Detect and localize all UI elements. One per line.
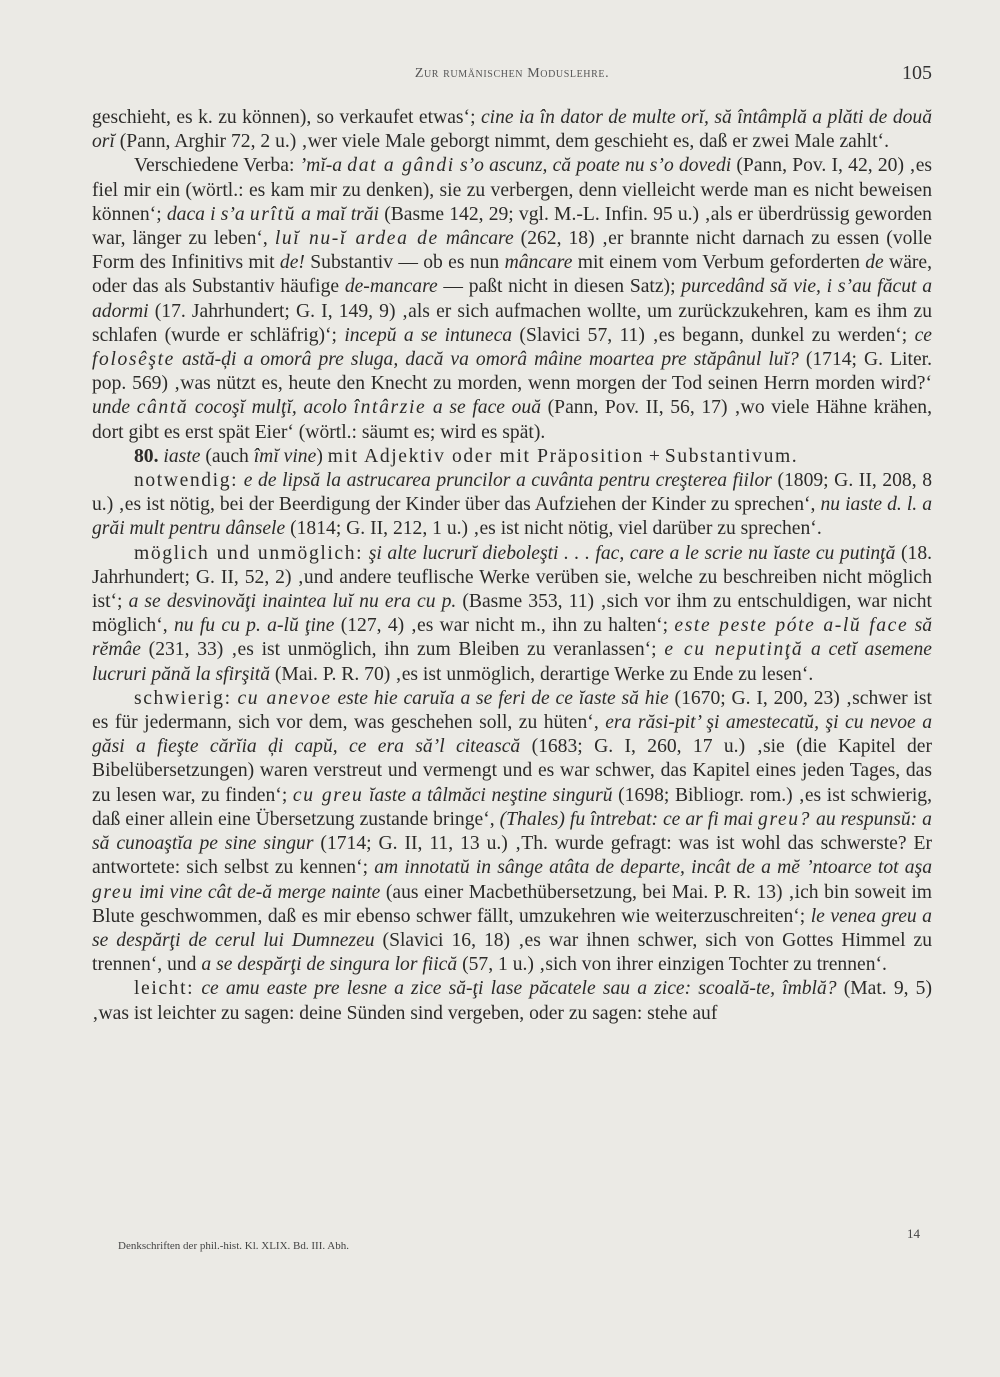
romanian-quote: cântă: [136, 397, 189, 419]
text-run: (Mat. 9, 5) ‚was ist leichter zu sagen: deine Sünden sind vergeben, oder zu sagen: stehe auf: [92, 978, 932, 1024]
signature-mark: 14: [907, 1226, 920, 1241]
text-run: (1714; G. Liter. pop. 569) ‚was nützt es, heute den Knecht zu morden, wenn morgen der Tod seinen Herrn morden wird?‘: [92, 349, 932, 395]
text-run: (1670; G. I, 200, 23) ‚schwer ist es für jedermann, sich vor dem, was geschehen soll, zu hüten‘,: [92, 687, 932, 734]
romanian-quote: a cetĭ asemene lucruri pănă la sfirşită: [92, 639, 932, 685]
page-number: 105: [902, 62, 932, 84]
text-run: (1683; G. I, 260, 17 u.) ‚sie (die Kapitel der Bibelübersetzungen) waren verstreut und vermengt und es war schwer, das Kapitel eines jeden Tages, das zu lesen war, zu finden‘;: [92, 736, 932, 806]
romanian-quote: greu: [92, 881, 134, 903]
romanian-quote: mâncare: [504, 252, 573, 274]
paragraph: [92, 687, 932, 977]
text-run: (Pann, Pov. I, 42, 20) ‚es fiel mir ein (wörtl.: es kam mir zu denken), sie zu verbergen, denn vielleicht werde man es nicht beweisen können‘;: [92, 155, 933, 225]
romanian-quote: de!: [279, 252, 305, 274]
romanian-quote: luĭ nu-ĭ ardea de: [274, 228, 439, 250]
running-head: [92, 62, 932, 90]
romanian-quote: cocoşĭ mulţĭ, acolo: [188, 397, 354, 419]
text-run: notwendig:: [134, 470, 239, 492]
romanian-quote: s’o ascunz, că poate nu s’o dovedi: [454, 155, 732, 177]
romanian-quote: nu iaste d. l. a grăi mult pentru dânsele: [92, 494, 933, 540]
section-number: 80.: [134, 445, 159, 467]
romanian-quote: iaste: [163, 445, 201, 467]
romanian-quote: de: [865, 252, 884, 274]
text-run: (17. Jahrhundert; G. I, 149, 9) ‚als er sich aufmachen wollte, um zurückzukehren, kam es ihm zu schlafen (wurde er schläfrig)‘;: [92, 300, 932, 346]
romanian-quote: a se desvinovăţi inaintea luĭ nu era cu p.: [128, 591, 457, 613]
paragraph: [92, 469, 932, 542]
romanian-quote: ce amu easte pre lesne a zice să-ţi lase păcatele sau a zice: scoală-te, îmblă?: [201, 978, 837, 1000]
romanian-quote: îmĭ vine: [253, 445, 317, 467]
text-run: (auch: [200, 445, 254, 467]
romanian-quote: daca i s’a: [166, 203, 250, 225]
text-run: (Mai. P. R. 70) ‚es ist unmöglich, derartige Werke zu Ende zu lesen‘.: [270, 663, 814, 685]
text-run: wäre, oder das als Substantiv häufige: [92, 252, 933, 298]
text-run: leicht:: [134, 978, 195, 1000]
text-run: Verschiedene Verba:: [134, 155, 300, 177]
paragraph: [92, 542, 932, 687]
text-run: (Slavici 16, 18) ‚es war ihnen schwer, sich von Gottes Himmel zu trennen‘, und: [92, 929, 933, 976]
text-run: (57, 1 u.) ‚sich von ihrer einzigen Tochter zu trennen‘.: [457, 954, 887, 976]
romanian-quote: este peste póte a-lŭ face: [674, 615, 909, 637]
text-run: (Basme 353, 11) ‚sich vor ihm zu entschuldigen, war nicht möglich‘,: [92, 591, 932, 637]
text-run: Substantiv — ob es nun: [304, 252, 505, 274]
text-run: (1714; G. II, 11, 13 u.) ‚Th. wurde gefragt: was ist wohl das schwerste? Er antwortete: sich selbst zu kennen‘;: [92, 833, 932, 879]
running-title: Zur rumänischen Moduslehre.: [414, 66, 610, 81]
romanian-quote: era răsi-pit’ şi amestecatŭ, şi cu nevoe a găsi a fieşte cărĭia ḑi capŭ, ce era să’l citească: [92, 712, 932, 758]
text-run: (1814; G. II, 212, 1 u.) ‚es ist nicht nötig, viel darüber zu sprechen‘.: [285, 518, 822, 540]
text-run: (aus einer Macbethübersetzung, bei Mai. P. R. 13) ‚ich bin soweit im Blute geschwommen, daß es mir ebenso schwer fällt, umzukehren wie weiterzuschreiten‘;: [92, 881, 933, 927]
text-run: (127, 4) ‚es war nicht m., ihn zu halten‘;: [334, 615, 675, 637]
footer-imprint: Denkschriften der phil.-hist. Kl. XLIX. Bd. III. Abh.: [118, 1240, 349, 1252]
romanian-quote: cine ia în dator de multe orĭ, să întâmplă a plăti de două orĭ: [92, 107, 933, 153]
text-run: ): [316, 445, 328, 467]
romanian-quote: e cu neputinţă: [664, 639, 804, 661]
romanian-quote: întârzie: [353, 397, 427, 419]
romanian-quote: incepŭ a se intuneca: [344, 324, 513, 346]
romanian-quote: a maĭ trăi: [295, 203, 380, 225]
romanian-quote: dat a gândi: [347, 155, 455, 177]
text-run: mit einem vom Verbum geforderten: [572, 252, 866, 274]
paragraph: [92, 154, 932, 444]
romanian-quote: cu anevoe: [237, 687, 332, 709]
romanian-quote: să rĕmâe: [92, 615, 932, 661]
text-run: möglich und unmöglich:: [134, 542, 364, 564]
romanian-quote: imi vine cât de-ă merge nainte: [133, 881, 381, 903]
body-text: [92, 106, 932, 1026]
romanian-quote: folosêşte: [92, 349, 175, 371]
text-run: (231, 33) ‚es ist unmöglich, ihn zum Bleiben zu veranlassen‘;: [140, 639, 665, 661]
text-run: (18. Jahrhundert; G. II, 52, 2) ‚und andere teuflische Werke verüben sie, welche zu beschreiben nicht möglich ist‘;: [92, 542, 933, 613]
romanian-quote: ĭaste a tâlmăci neştine singurŭ: [363, 784, 613, 806]
romanian-quote: greu?: [758, 808, 812, 830]
text-run: Substantivum.: [664, 445, 799, 467]
text-run: (1698; Bibliogr. rom.) ‚es ist schwierig, daß einer allein eine Übersetzung zustande bringe‘,: [92, 784, 933, 830]
romanian-quote: e de lipsă la astrucarea pruncilor a cuvânta pentru creşterea fiilor: [243, 470, 772, 492]
text-run: (Slavici 57, 11) ‚es begann, dunkel zu werden‘;: [512, 324, 915, 346]
romanian-quote: am innotatŭ in sânge atâta de departe, incât de a mĕ ’ntoarce tot aşa: [374, 857, 932, 879]
romanian-quote: şi alte lucrurĭ dieboleşti . . . fac, care a le scrie nu ĭaste cu putinţă: [368, 542, 896, 564]
paragraph: [92, 106, 932, 154]
paragraph: [92, 445, 932, 469]
text-run: (Basme 142, 29; vgl. M.-L. Infin. 95 u.) ‚als er überdrüssig geworden war, länger zu leben‘,: [92, 203, 932, 250]
romanian-quote: a se face ouă: [426, 397, 541, 419]
romanian-quote: mâncare: [438, 228, 514, 250]
romanian-quote: a se despărţi de singura lor fiică: [201, 954, 458, 976]
romanian-quote: le venea greu a se despărţi de cerul lui Dumnezeu: [92, 905, 932, 951]
text-run: (Pann, Pov. II, 56, 17) ‚wo viele Hähne krähen, dort gibt es erst spät Eier‘ (wörtl.: säumt es; wird es spät).: [92, 397, 932, 443]
text-run: (Pann, Arghir 72, 2 u.) ‚wer viele Male geborgt nimmt, dem geschieht es, daß er zwei Male zahlt‘.: [114, 131, 889, 153]
romanian-quote: cu greu: [292, 784, 364, 806]
romanian-quote: purcedând să vie, i s’au făcut a adormi: [92, 276, 932, 322]
romanian-quote: de-mancare: [344, 276, 438, 298]
romanian-quote: ce: [914, 324, 932, 346]
romanian-quote: urîtŭ: [249, 203, 296, 225]
romanian-quote: au respunsŭ: a să cunoaştĭa pe sine singur: [92, 808, 932, 855]
text-run: geschieht, es k. zu können), so verkaufet etwas‘;: [92, 107, 481, 128]
text-run: — paßt nicht in diesen Satz);: [437, 276, 682, 298]
romanian-quote: unde: [92, 397, 137, 419]
text-run: schwierig:: [134, 687, 232, 709]
romanian-quote: este hie caruĭa a se feri de ce ĭaste să hie: [331, 687, 669, 709]
text-run: mit Adjektiv oder mit Präposition: [327, 445, 644, 467]
romanian-quote: astă-ḑi a omorâ pre sluga, dacă va omorâ mâine moartea pre stăpânul luĭ?: [174, 349, 799, 371]
romanian-quote: (Thales) fu întrebat: ce ar fi mai: [499, 808, 759, 830]
paragraph: [92, 977, 932, 1025]
romanian-quote: nu fu cu p. a-lŭ ţine: [173, 615, 335, 637]
text-run: (262, 18) ‚er brannte nicht darnach zu essen (volle Form des Infinitivs mit: [92, 228, 933, 274]
text-run: +: [643, 445, 665, 467]
romanian-quote: ’mĭ-a: [299, 155, 348, 177]
text-run: (1809; G. II, 208, 8 u.) ‚es ist nötig, bei der Beerdigung der Kinder über das Aufziehen der Kinder zu sprechen‘,: [92, 470, 932, 516]
